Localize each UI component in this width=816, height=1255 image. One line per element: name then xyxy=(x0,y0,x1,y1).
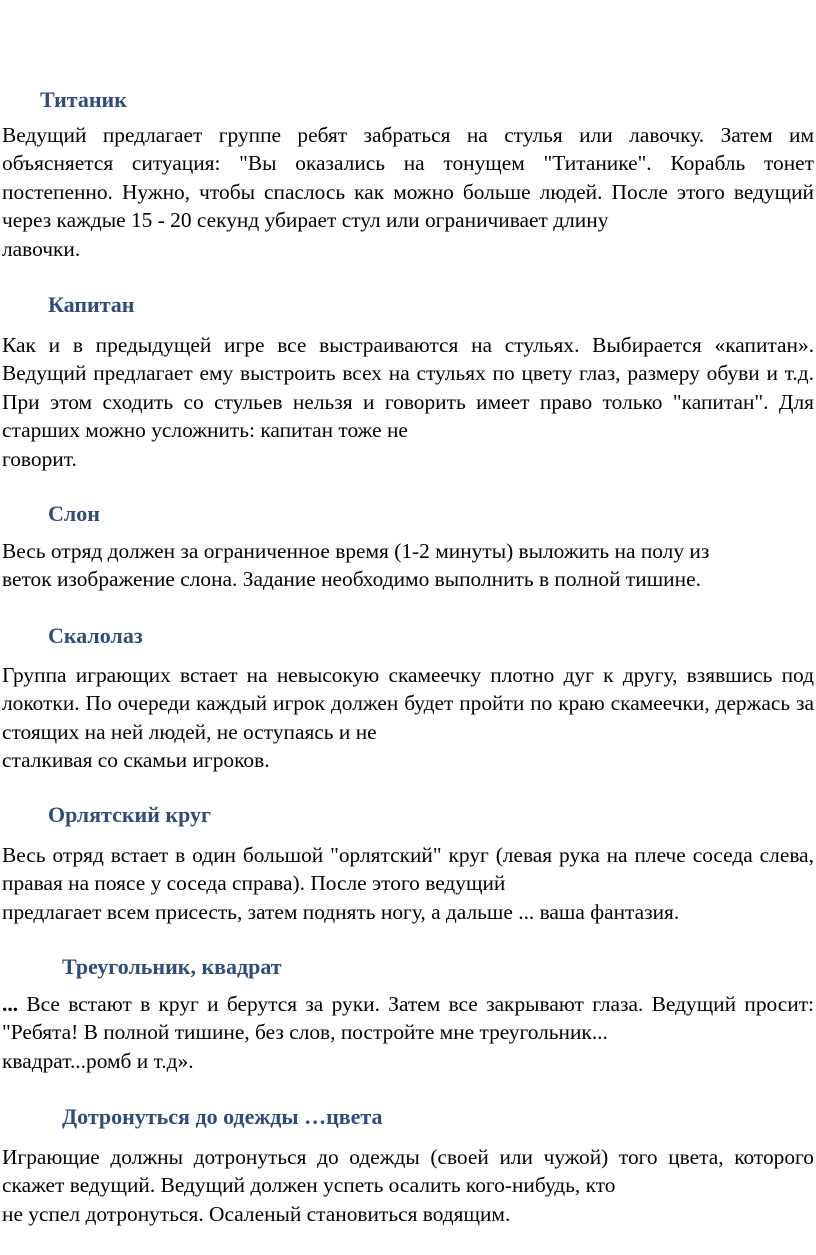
paragraph-eaglet-circle-text: Весь отряд встает в один большой "орлятский" круг (левая рука на плече соседа слева, правая на поясе у соседа справа). После этого ведущий xyxy=(2,843,814,896)
paragraph-climber xyxy=(2,661,814,775)
paragraph-eaglet-circle xyxy=(2,841,814,926)
paragraph-elephant-last-line: веток изображение слона. Задание необходимо выполнить в полной тишине. xyxy=(2,567,701,592)
paragraph-climber-text: Группа играющих встает на невысокую скамеечку плотно дуг к другу, взявшись под локотки. По очереди каждый игрок должен будет пройти по краю скамеечки, держась за стоящих на ней людей, не оступаясь и не xyxy=(2,663,814,744)
heading-captain: Капитан xyxy=(48,292,135,317)
paragraph-eaglet-circle-last-line: предлагает всем присесть, затем поднять ногу, а дальше ... ваша фантазия. xyxy=(2,899,680,924)
paragraph-elephant xyxy=(2,537,814,594)
paragraph-triangle-square-lead: ... xyxy=(2,992,19,1016)
heading-touch-clothes: Дотронуться до одежды …цвета xyxy=(62,1104,383,1129)
paragraph-captain-last-line: говорит. xyxy=(2,446,77,471)
paragraph-climber-last-line: сталкивая со скамьи игроков. xyxy=(2,748,270,773)
paragraph-titanic xyxy=(2,121,814,263)
paragraph-triangle-square-text: Все встают в круг и берутся за руки. Затем все закрывают глаза. Ведущий просит: "Ребята! В полной тишине, без слов, постройте мне треугольник... xyxy=(2,992,814,1045)
paragraph-touch-clothes xyxy=(2,1143,814,1228)
heading-eaglet-circle: Орлятский круг xyxy=(48,802,212,827)
paragraph-triangle-square xyxy=(2,990,814,1075)
paragraph-captain xyxy=(2,331,814,473)
heading-climber: Скалолаз xyxy=(48,623,143,648)
heading-elephant: Слон xyxy=(48,501,100,526)
heading-triangle-square: Треугольник, квадрат xyxy=(62,954,282,979)
paragraph-touch-clothes-text: Играющие должны дотронуться до одежды (своей или чужой) того цвета, которого скажет ведущий. Ведущий должен успеть осалить кого-нибудь, кто xyxy=(2,1145,814,1198)
paragraph-triangle-square-last-line: квадрат...ромб и т.д». xyxy=(2,1048,194,1073)
paragraph-touch-clothes-last-line: не успел дотронуться. Осаленый становиться водящим. xyxy=(2,1201,511,1226)
heading-titanic: Титаник xyxy=(40,87,127,112)
paragraph-captain-text: Как и в предыдущей игре все выстраиваются на стульях. Выбирается «капитан». Ведущий предлагает ему выстроить всех на стульях по цвету глаз, размеру обуви и т.д. При этом сходить со стульев нельзя и говорить имеет право только "капитан". Для старших можно усложнить: капитан тоже не xyxy=(2,333,814,443)
paragraph-titanic-last-line: лавочки. xyxy=(2,236,81,261)
paragraph-titanic-text: Ведущий предлагает группе ребят забраться на стулья или лавочку. Затем им объясняется ситуация: "Вы оказались на тонущем "Титанике". Корабль тонет постепенно. Нужно, чтобы спаслось как можно больше людей. После этого ведущий через каждые 15 - 20 секунд убирает стул или ограничивает длину xyxy=(2,123,814,233)
paragraph-elephant-text: Весь отряд должен за ограниченное время (1-2 минуты) выложить на полу из xyxy=(2,539,710,563)
